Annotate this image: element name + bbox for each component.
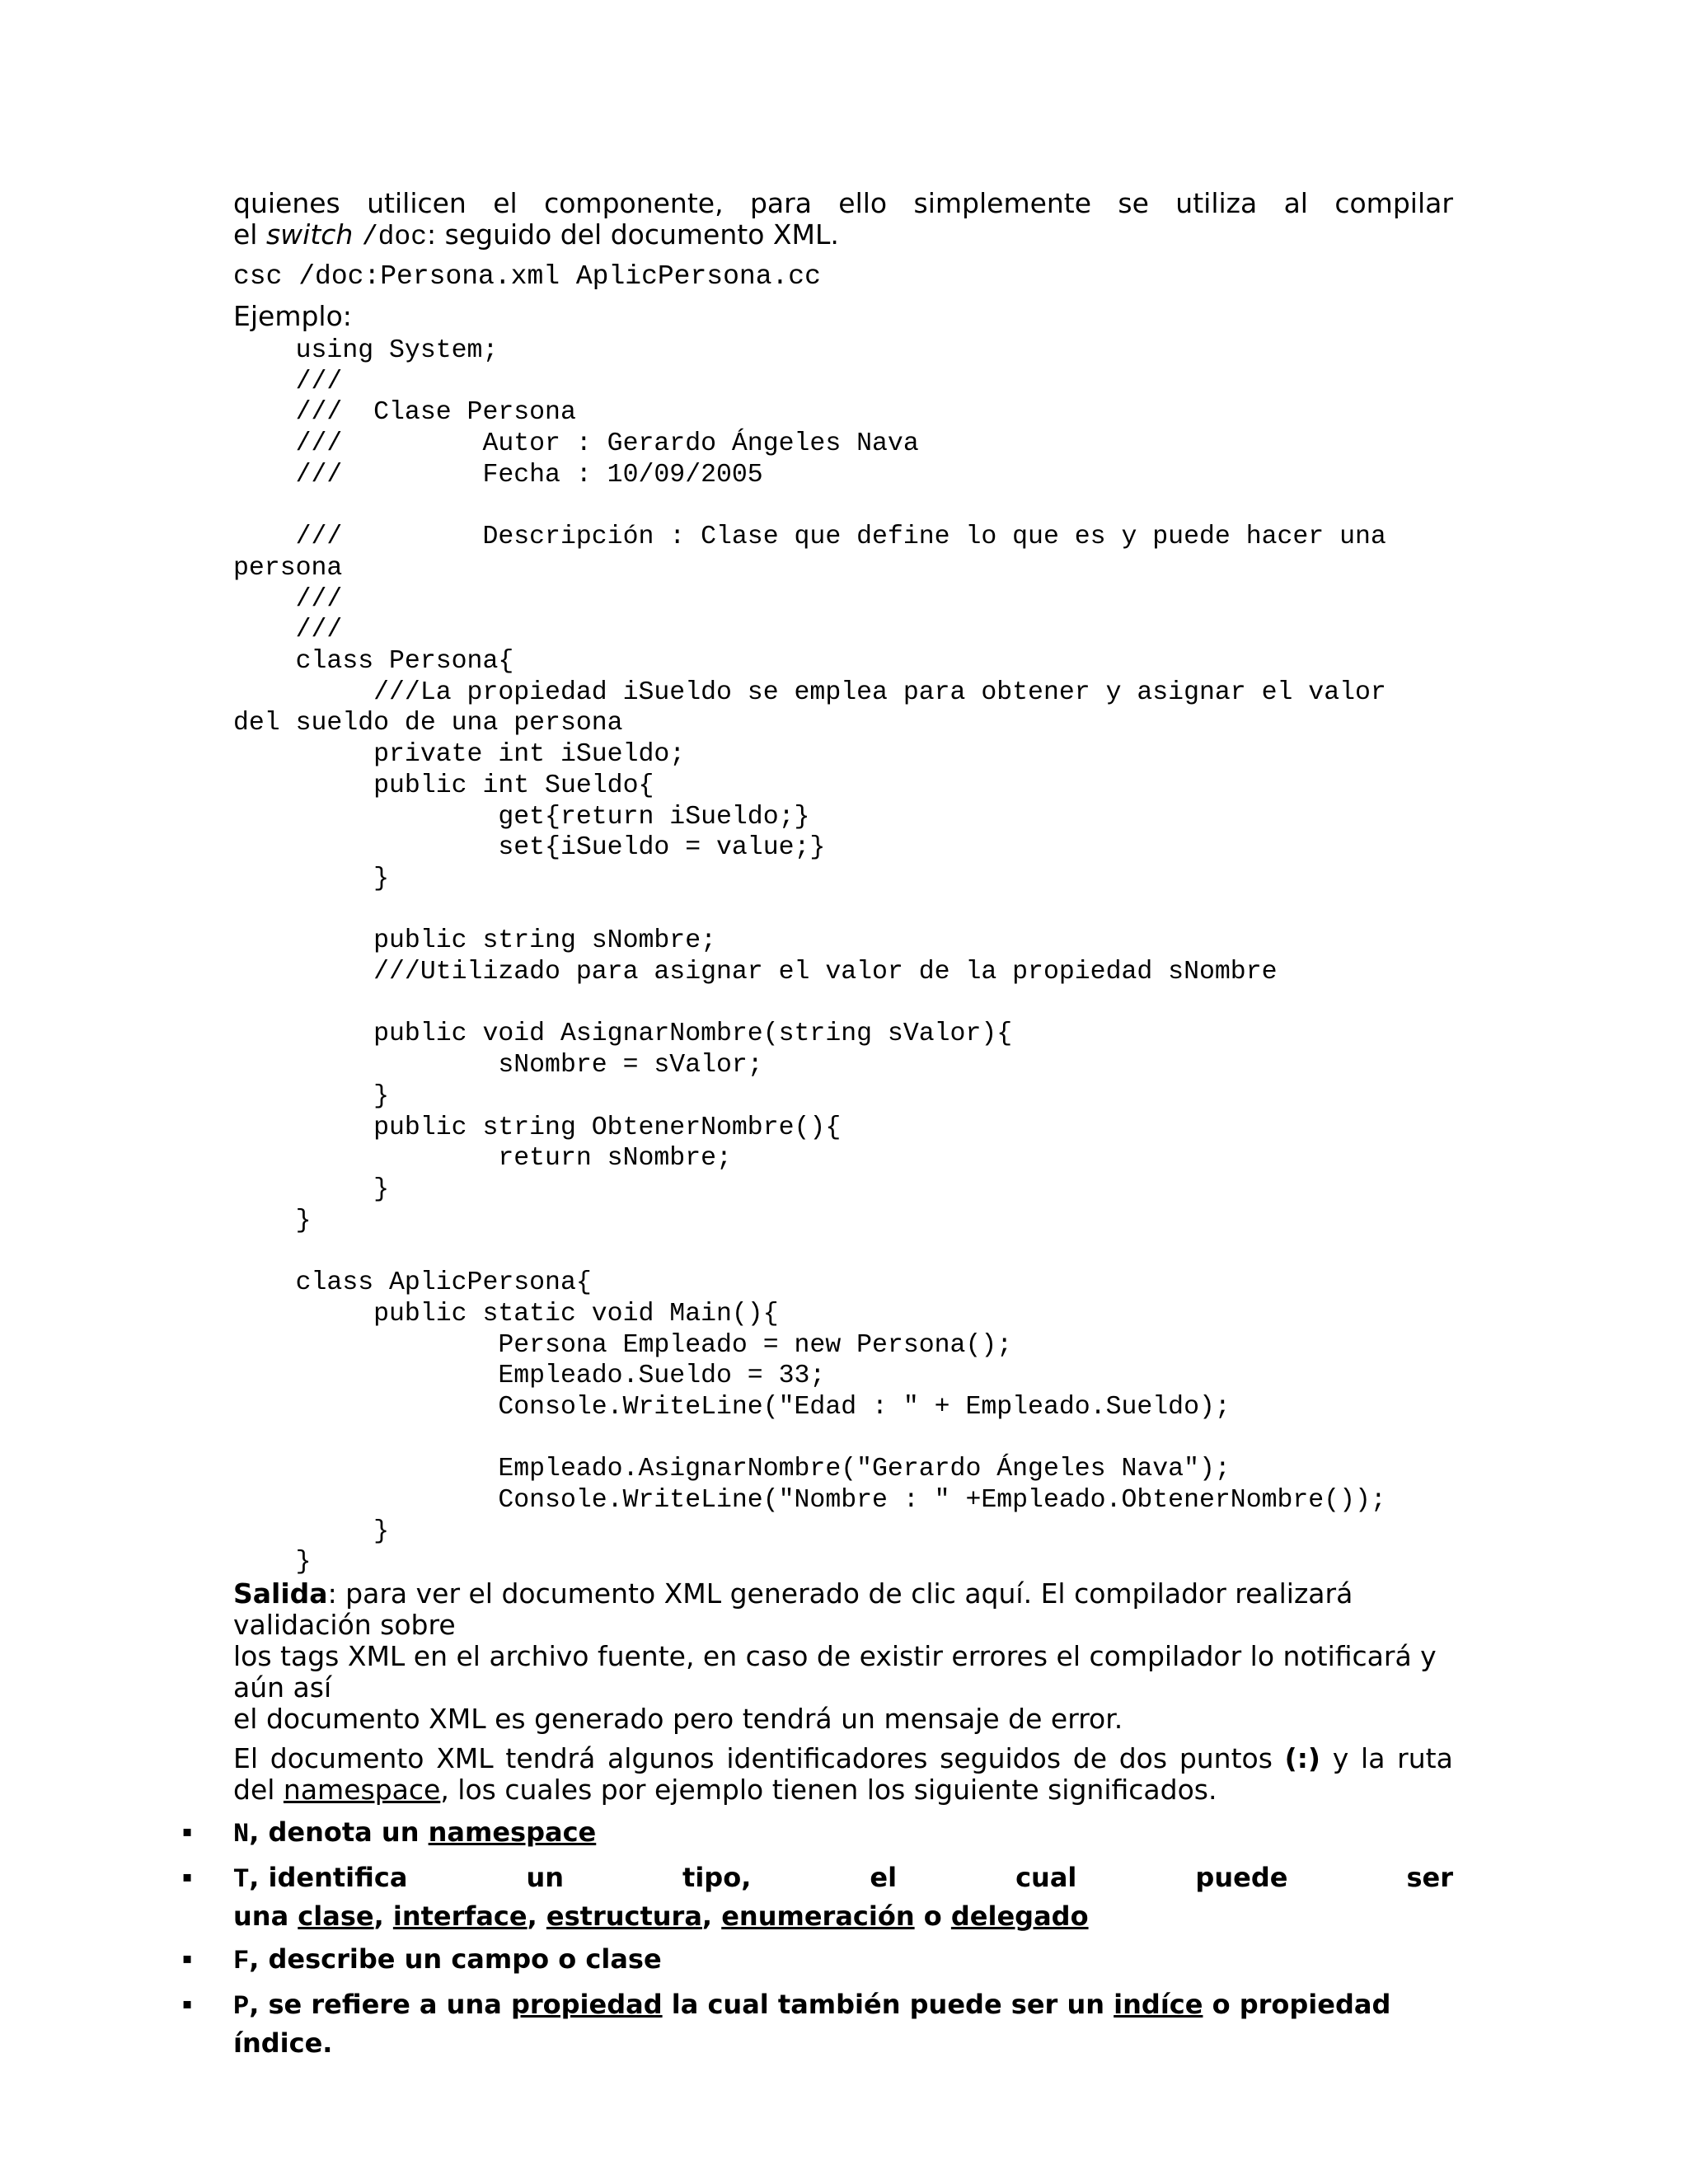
- text: : para ver el documento XML generado de clic aquí. El compilador realizará validación sobre: [233, 1577, 1353, 1642]
- text: el: [233, 218, 266, 251]
- word: XML: [436, 1742, 494, 1775]
- word: puede: [1195, 1862, 1288, 1894]
- text: ,: [701, 1900, 722, 1933]
- code-line: Console.WriteLine("Nombre : " +Empleado.ObtenerNombre());: [233, 1486, 1386, 1516]
- code-line: ///: [233, 584, 343, 614]
- code-line: }: [233, 864, 390, 893]
- word: componente,: [544, 187, 724, 219]
- code-line: public int Sueldo{: [233, 771, 654, 800]
- example-label: Ejemplo:: [233, 300, 352, 332]
- word: ello: [838, 187, 888, 219]
- code-line: del sueldo de una persona: [233, 709, 623, 738]
- doc-switch-code: /doc: [361, 222, 428, 252]
- code-line: public string ObtenerNombre(){: [233, 1113, 842, 1142]
- identifier-list: [182, 1814, 1453, 2061]
- code-block: [233, 335, 1453, 1578]
- code-line: Empleado.Sueldo = 33;: [233, 1361, 826, 1391]
- text: , describe un campo o clase: [249, 1943, 662, 1975]
- salida-line-2: los tags XML en el archivo fuente, en caso de existir errores el compilador lo notificará y aún así: [233, 1640, 1437, 1704]
- xml-doc-line-1: [233, 1743, 1453, 1774]
- word: simplemente: [913, 187, 1092, 219]
- square-bullet-icon: ▪: [182, 1950, 193, 1968]
- propiedad-link[interactable]: propiedad: [510, 1989, 663, 2021]
- code-line: Empleado.AsignarNombre("Gerardo Ángeles Nava");: [233, 1455, 1231, 1484]
- word: se: [1118, 187, 1149, 219]
- word: , identifica: [249, 1862, 408, 1894]
- code-line: }: [233, 1516, 390, 1546]
- namespace-link[interactable]: namespace: [283, 1774, 441, 1807]
- code-line: public void AsignarNombre(string sValor){: [233, 1019, 1013, 1049]
- code-line: /// Autor : Gerardo Ángeles Nava: [233, 429, 919, 459]
- list-item-row: [233, 1859, 1453, 1898]
- text: ,: [373, 1900, 393, 1933]
- identifier-code: T: [233, 1864, 250, 1896]
- text: del: [233, 1774, 284, 1807]
- list-item: [182, 1941, 1453, 1980]
- code-line: /// Clase Persona: [233, 398, 576, 428]
- code-line: ///La propiedad iSueldo se emplea para obtener y asignar el valor: [233, 677, 1386, 707]
- text: o propiedad índice.: [233, 1989, 1391, 2060]
- delegado-link[interactable]: delegado: [950, 1900, 1089, 1933]
- word: quienes: [233, 187, 340, 219]
- word: (:): [1284, 1742, 1321, 1775]
- word: tipo,: [682, 1862, 752, 1894]
- word: ruta: [1397, 1742, 1453, 1775]
- code-line: }: [233, 1174, 390, 1204]
- text: , se refiere a una: [249, 1989, 511, 2021]
- word: y: [1332, 1742, 1349, 1775]
- text: una: [233, 1900, 298, 1933]
- word: utiliza: [1175, 187, 1258, 219]
- clase-link[interactable]: clase: [298, 1900, 374, 1933]
- indice-link[interactable]: indíce: [1114, 1989, 1203, 2021]
- xml-doc-line-2: [233, 1774, 1453, 1806]
- list-item-row: [233, 1898, 1453, 1934]
- code-line: public string sNombre;: [233, 926, 716, 956]
- code-line: return sNombre;: [233, 1144, 732, 1174]
- word: la: [1361, 1742, 1386, 1775]
- square-bullet-icon: ▪: [182, 1995, 193, 2013]
- text: ,: [527, 1900, 546, 1933]
- word: para: [749, 187, 812, 219]
- word: puntos: [1179, 1742, 1273, 1775]
- code-line: class Persona{: [233, 647, 514, 677]
- estructura-link[interactable]: estructura: [546, 1900, 702, 1933]
- word: cual: [1015, 1862, 1077, 1894]
- word: de: [1072, 1742, 1107, 1775]
- list-item: [182, 1859, 1453, 1934]
- code-line: persona: [233, 553, 343, 583]
- code-line: sNombre = sValor;: [233, 1051, 763, 1080]
- code-line: /// Fecha : 10/09/2005: [233, 460, 763, 490]
- word: dos: [1118, 1742, 1168, 1775]
- code-line: get{return iSueldo;}: [233, 802, 810, 832]
- code-line: private int iSueldo;: [233, 740, 686, 770]
- code-line: ///Utilizado para asignar el valor de la propiedad sNombre: [233, 958, 1278, 987]
- list-item: [182, 1986, 1453, 2061]
- word: utilicen: [367, 187, 467, 219]
- compile-command: csc /doc:Persona.xml AplicPersona.cc: [233, 261, 821, 292]
- code-line: }: [233, 1206, 312, 1235]
- enumeracion-link[interactable]: enumeración: [721, 1900, 915, 1933]
- word: algunos: [607, 1742, 715, 1775]
- text: la cual también puede ser un: [662, 1989, 1114, 2021]
- word: ser: [1406, 1862, 1453, 1894]
- word: el: [493, 187, 518, 219]
- code-line: class AplicPersona{: [233, 1268, 592, 1298]
- square-bullet-icon: ▪: [182, 1823, 193, 1841]
- word: un: [526, 1862, 564, 1894]
- square-bullet-icon: ▪: [182, 1868, 193, 1886]
- identifier-code: F: [233, 1946, 250, 1977]
- salida-label: Salida: [233, 1577, 328, 1610]
- code-line: public static void Main(){: [233, 1299, 779, 1329]
- text: [233, 1859, 407, 1898]
- word: seguidos: [940, 1742, 1062, 1775]
- code-line: Console.WriteLine("Edad : " + Empleado.Sueldo);: [233, 1392, 1231, 1422]
- salida-line-3: el documento XML es generado pero tendrá un mensaje de error.: [233, 1703, 1123, 1736]
- code-line: }: [233, 1548, 312, 1577]
- word: El: [233, 1742, 259, 1775]
- word: tendrá: [505, 1742, 596, 1775]
- identifier-code: P: [233, 1991, 250, 2022]
- interface-link[interactable]: interface: [392, 1900, 528, 1933]
- document-page: [182, 187, 1453, 2068]
- code-line: ///: [233, 367, 343, 396]
- text: o: [914, 1900, 951, 1933]
- code-line: using System;: [233, 336, 499, 365]
- code-line: set{iSueldo = value;}: [233, 833, 826, 863]
- word: el: [870, 1862, 898, 1894]
- code-line: Persona Empleado = new Persona();: [233, 1330, 1013, 1360]
- code-line: ///: [233, 616, 343, 645]
- intro-line-1: [233, 188, 1453, 219]
- word: compilar: [1334, 187, 1453, 219]
- word: al: [1283, 187, 1308, 219]
- text: : seguido del documento XML.: [427, 218, 839, 251]
- text: , denota un: [249, 1816, 429, 1849]
- namespace-link[interactable]: namespace: [428, 1816, 597, 1849]
- text: , los cuales por ejemplo tienen los siguiente significados.: [440, 1774, 1217, 1807]
- code-line: /// Descripción : Clase que define lo que es y puede hacer una: [233, 523, 1386, 552]
- switch-term: switch: [265, 218, 354, 251]
- list-item: [182, 1814, 1453, 1853]
- intro-line-2: [233, 219, 1453, 253]
- word: documento: [270, 1742, 424, 1775]
- code-line: }: [233, 1081, 390, 1111]
- identifier-code: N: [233, 1819, 250, 1850]
- salida-line-1: [233, 1578, 1453, 1641]
- word: identificadores: [726, 1742, 928, 1775]
